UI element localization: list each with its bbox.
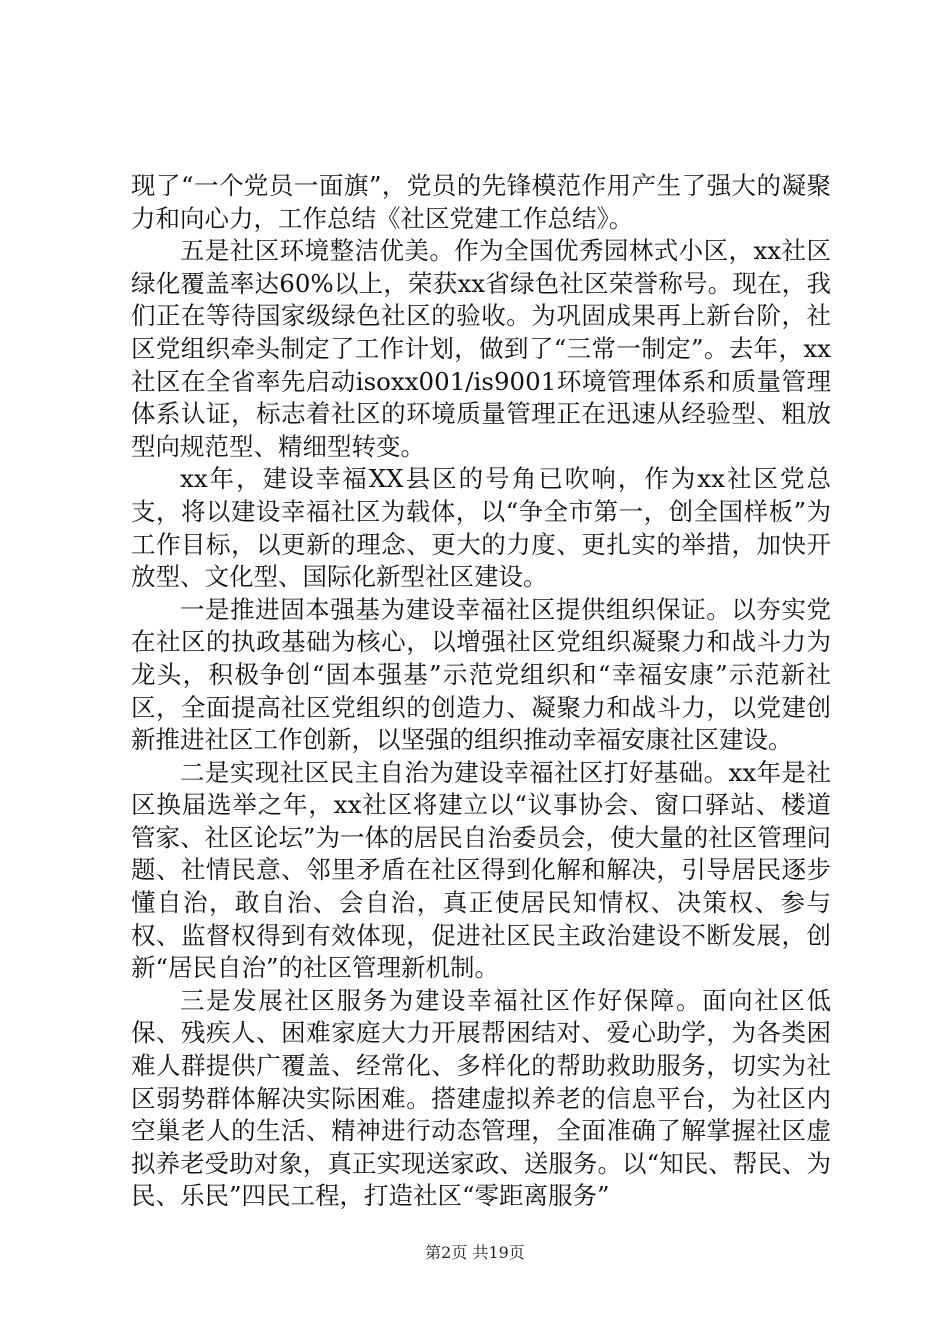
paragraph-services: 三是发展社区服务为建设幸福社区作好保障。面向社区低保、残疾人、困难家庭大力开展帮困结对、爱心助学，为各类困难人群提供广覆盖、经常化、多样化的帮助救助服务，切实为社区弱势群体解决实际困难。搭建虚拟养老的信息平台，为社区内空巢老人的生活、精神进行动态管理，全面准确了解掌握社区虚拟养老受助对象，真正实现送家政、送服务。以“知民、帮民、为民、乐民”四民工程，打造社区“零距离服务”: [131, 985, 831, 1211]
page-number-footer: 第2页 共19页: [425, 1243, 525, 1262]
paragraph-self-governance: 二是实现社区民主自治为建设幸福社区打好基础。xx年是社区换届选举之年，xx社区将建立以“议事协会、窗口驿站、楼道管家、社区论坛”为一体的居民自治委员会，使大量的社区管理问题、社情民意、邻里矛盾在社区得到化解和解决，引导居民逐步懂自治，敢自治、会自治，真正使居民知情权、决策权、参与权、监督权得到有效体现，促进社区民主政治建设不断发展，创新“居民自治”的社区管理新机制。: [131, 757, 831, 983]
paragraph-environment: 五是社区环境整洁优美。作为全国优秀园林式小区，xx社区绿化覆盖率达60%以上，荣获xx省绿色社区荣誉称号。现在，我们正在等待国家级绿色社区的验收。为巩固成果再上新台阶，社区党组织牵头制定了工作计划，做到了“三常一制定”。去年，xx社区在全省率先启动isoxx001/is9001环境管理体系和质量管理体系认证，标志着社区的环境质量管理正在迅速从经验型、粗放型向规范型、精细型转变。: [131, 236, 831, 461]
paragraph-goals: xx年，建设幸福XX县区的号角已吹响，作为xx社区党总支，将以建设幸福社区为载体，以“争全市第一，创全国样板”为工作目标，以更新的理念、更大的力度、更扎实的举措，加快开放型、文化型、国际化新型社区建设。: [131, 464, 831, 592]
paragraph-organization: 一是推进固本强基为建设幸福社区提供组织保证。以夯实党在社区的执政基础为核心，以增强社区党组织凝聚力和战斗力为龙头，积极争创“固本强基”示范党组织和“幸福安康”示范新社区，全面提高社区党组织的创造力、凝聚力和战斗力，以党建创新推进社区工作创新，以坚强的组织推动幸福安康社区建设。: [131, 594, 831, 755]
paragraph-continuation: 现了“一个党员一面旗”，党员的先锋模范作用产生了强大的凝聚力和向心力，工作总结《社区党建工作总结》。: [131, 171, 831, 233]
document-body: [131, 170, 831, 1213]
